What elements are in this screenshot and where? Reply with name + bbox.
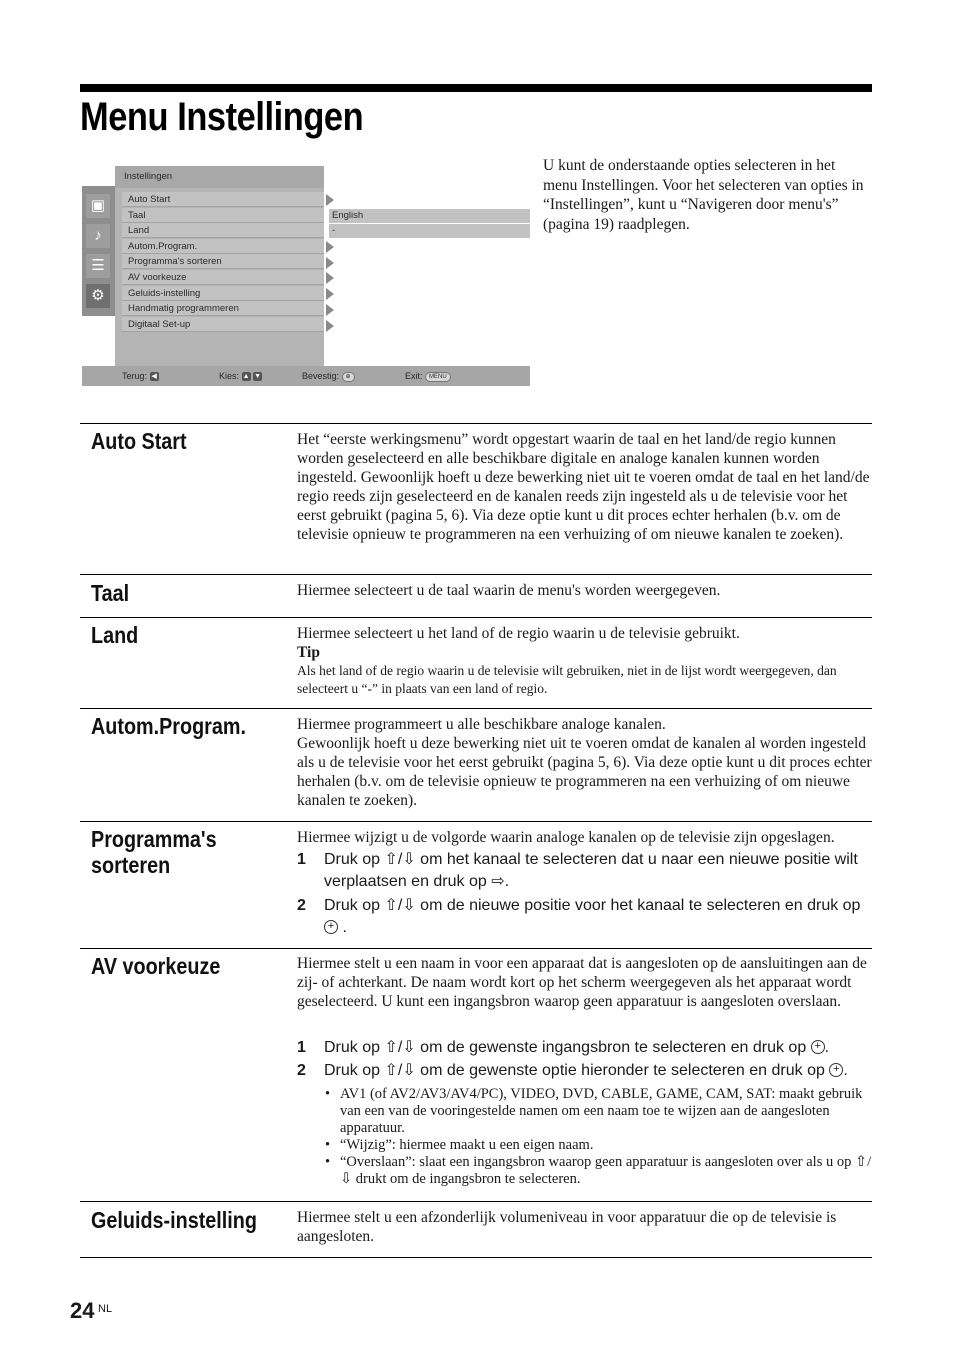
menu-item-land[interactable]: Land	[122, 223, 324, 238]
autom-program-text-2: Gewoonlijk hoeft u deze bewerking niet uit te voeren omdat de kanalen al worden ingesteld als u de televisie voor het eerst gebruikt (pagina 5, 6). Via deze optie kunt u dit proces echter herhalen (b.v. om de televisie opnieuw te programmeren na een verhuizing of om nieuwe kanalen te zoeken).	[297, 735, 872, 809]
step-text: Druk op	[324, 1062, 385, 1079]
land-value: -	[329, 224, 530, 238]
menu-item-auto-start[interactable]: Auto Start	[122, 192, 324, 207]
step-text: Druk op	[324, 851, 385, 868]
menu-item-programmas-sorteren[interactable]: Programma's sorteren	[122, 254, 324, 269]
list-item: • “Wijzig”: hiermee maakt u een eigen naam.	[325, 1137, 873, 1154]
footer-select	[219, 371, 262, 381]
menu-item-digitaal-set-up[interactable]: Digitaal Set-up	[122, 317, 324, 332]
submenu-arrow-icon	[326, 241, 334, 253]
up-down-arrow-icon: ⇧/⇩	[384, 851, 416, 868]
autom-program-block	[297, 715, 875, 810]
footer-select-label: Kies:	[219, 371, 240, 381]
section-divider	[80, 821, 872, 822]
menu-item-handmatig-programmeren[interactable]: Handmatig programmeren	[122, 301, 324, 316]
taal-text: Hiermee selecteert u de taal waarin de menu's worden weergegeven.	[297, 582, 721, 599]
footer-back-label: Terug:	[122, 371, 148, 381]
step-number: 2	[297, 1062, 306, 1079]
ok-button-icon	[829, 1063, 843, 1077]
menu-header-label: Instellingen	[124, 171, 173, 182]
footer-exit-label: Exit:	[405, 371, 423, 381]
settings-menu-screenshot	[82, 166, 530, 386]
section-divider	[80, 423, 872, 424]
title-rule	[80, 84, 872, 92]
heading-auto-start: Auto Start	[91, 428, 187, 454]
av-step-1: 1 Druk op ⇧/⇩ om de gewenste ingangsbron te selecteren en druk op +.	[297, 1037, 872, 1059]
av-options-list	[325, 1086, 873, 1188]
settings-icon: ▣	[86, 194, 110, 218]
checklist-icon: ☰	[86, 254, 110, 278]
down-arrow-key-icon: ▼	[254, 373, 262, 381]
step-text: om het kanaal te selecteren dat u naar een nieuwe positie wilt verplaatsen en druk op ⇨.	[324, 851, 858, 890]
step-text: om de gewenste optie hieronder te selecteren en druk op	[415, 1062, 830, 1079]
footer-confirm-label: Bevestig:	[302, 371, 340, 381]
page-number: 24	[70, 1298, 95, 1323]
section-divider	[80, 617, 872, 618]
tip-label: Tip	[297, 644, 320, 661]
sort-step-1	[297, 849, 872, 892]
ok-key-icon: ⊕	[342, 372, 355, 382]
step-text: Druk op	[324, 1039, 385, 1056]
intro-paragraph: U kunt de onderstaande opties selecteren in het menu Instellingen. Voor het selecteren van opties in “Instellingen”, kunt u “Navigeren door menu's” (pagina 19) raadplegen.	[543, 157, 864, 233]
heading-av-voorkeuze: AV voorkeuze	[91, 953, 221, 979]
step-text: om de gewenste ingangsbron te selecteren en druk op	[415, 1039, 811, 1056]
heading-taal: Taal	[91, 580, 130, 606]
menu-footer	[82, 366, 530, 386]
heading-autom-program: Autom.Program.	[91, 713, 246, 739]
setup-icon: ⚙	[86, 284, 110, 308]
footer-confirm	[302, 371, 355, 382]
land-block	[297, 624, 875, 697]
ok-button-icon	[811, 1040, 825, 1054]
list-item: • AV1 (of AV2/AV3/AV4/PC), VIDEO, DVD, CABLE, GAME, CAM, SAT: maakt gebruik van een van de vooringestelde namen om een naam toe te wijzen aan de aangesloten apparatuur.	[325, 1086, 873, 1137]
submenu-arrow-icon	[326, 320, 334, 332]
page-title: Menu Instellingen	[80, 95, 364, 139]
geluids-instelling-text: Hiermee stelt u een afzonderlijk volumeniveau in voor apparatuur die op de televisie is aangesloten.	[297, 1209, 837, 1245]
step-number: 1	[297, 1039, 306, 1056]
up-arrow-key-icon: ▲	[242, 373, 250, 381]
tip-text: Als het land of de regio waarin u de televisie wilt gebruiken, niet in de lijst wordt weergegeven, dan selecteert u “-” in plaats van een land of regio.	[297, 663, 837, 696]
submenu-arrow-icon	[326, 257, 334, 269]
up-down-arrow-icon: ⇧/⇩	[384, 897, 416, 914]
sort-step-2: 2 Druk op ⇧/⇩ om de nieuwe positie voor het kanaal te selecteren en druk op + .	[297, 895, 872, 938]
heading-programmas-sorteren: Programma's sorteren	[91, 826, 217, 878]
section-divider	[80, 948, 872, 949]
menu-icon-strip	[82, 186, 115, 316]
menu-item-autom-program[interactable]: Autom.Program.	[122, 239, 324, 254]
page-language: NL	[98, 1303, 113, 1315]
av-step-2: 2 Druk op ⇧/⇩ om de gewenste optie hieronder te selecteren en druk op +.	[297, 1060, 872, 1082]
left-arrow-key-icon: ◀	[151, 373, 157, 381]
step-number: 2	[297, 897, 306, 914]
menu-item-taal[interactable]: Taal	[122, 208, 324, 223]
programmas-sorteren-text: Hiermee wijzigt u de volgorde waarin analoge kanalen op de televisie zijn opgeslagen.	[297, 829, 835, 846]
heading-geluids-instelling: Geluids-instelling	[91, 1207, 257, 1233]
section-divider	[80, 1201, 872, 1202]
submenu-arrow-icon	[326, 304, 334, 316]
menu-item-av-voorkeuze[interactable]: AV voorkeuze	[122, 270, 324, 285]
footer-back	[122, 371, 159, 381]
step-number: 1	[297, 851, 306, 868]
footer-exit	[405, 371, 451, 382]
av-voorkeuze-text: Hiermee stelt u een naam in voor een apparaat dat is aangesloten op de aansluitingen aan de zij- of achterkant. De naam wordt kort op het scherm weergegeven als het apparaat wordt geselecteerd. U kunt een ingangsbron waarop geen apparatuur is aangesloten overslaan.	[297, 955, 867, 1010]
section-divider	[80, 1257, 872, 1258]
list-item: • “Overslaan”: slaat een ingangsbron waarop geen apparatuur is aangesloten over als u op ⇧/⇩ drukt om de ingangsbron te selecteren.	[325, 1154, 873, 1188]
taal-value: English	[329, 209, 530, 223]
up-down-arrow-icon: ⇧/⇩	[384, 1062, 416, 1079]
section-divider	[80, 708, 872, 709]
submenu-arrow-icon	[326, 272, 334, 284]
ok-button-icon	[324, 920, 338, 934]
menu-header	[115, 166, 324, 188]
autom-program-text-1: Hiermee programmeert u alle beschikbare analoge kanalen.	[297, 716, 666, 733]
up-down-arrow-icon: ⇧/⇩	[384, 1039, 416, 1056]
step-text: Druk op	[324, 897, 385, 914]
submenu-arrow-icon	[326, 288, 334, 300]
menu-key-icon: MENU	[425, 372, 451, 382]
step-text: om de nieuwe positie voor het kanaal te selecteren en druk op	[415, 897, 861, 914]
section-divider	[80, 574, 872, 575]
music-note-icon: ♪	[86, 224, 110, 248]
submenu-arrow-icon	[326, 194, 334, 206]
heading-land: Land	[91, 622, 139, 648]
auto-start-text: Het “eerste werkingsmenu” wordt opgestart waarin de taal en het land/de regio kunnen worden geselecteerd en alle beschikbare digitale en analoge kanalen kunnen worden ingesteld. Gewoonlijk hoeft u deze bewerking niet uit te voeren omdat de taal en het land/de regio reeds zijn geselecteerd en de kanalen reeds zijn ingesteld als u de televisie voor het eerst gebruikt (pagina 5, 6). Via deze optie kunt u dit proces echter herhalen (b.v. om de televisie opnieuw te programmeren na een verhuizing of om nieuwe kanalen te zoeken).	[297, 431, 870, 543]
land-text: Hiermee selecteert u het land of de regio waarin u de televisie gebruikt.	[297, 625, 740, 642]
menu-item-geluids-instelling[interactable]: Geluids-instelling	[122, 286, 324, 301]
